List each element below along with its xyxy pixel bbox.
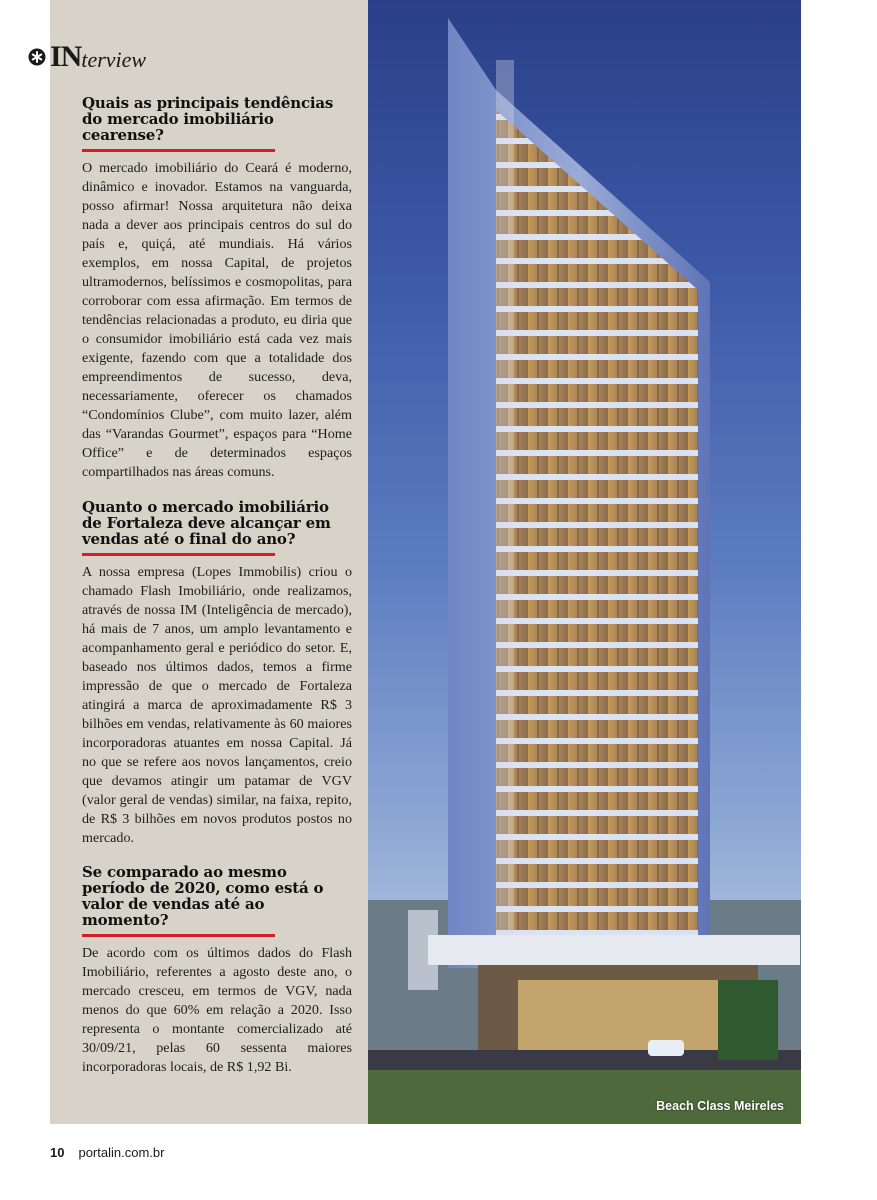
red-divider [82, 553, 275, 556]
site-url: portalin.com.br [78, 1145, 165, 1160]
qa-section-1 [82, 95, 352, 482]
qa-section-3 [82, 864, 352, 1077]
answer-text: De acordo com os últimos dados do Flash Imobiliário, referentes a agosto deste ano, o mercado cresceu, em termos de VGV, nada menos do que 60% em relação a 2020. Isso representa o montante comercializado até 30/09/21, pelas 60 sessenta maiores incorporadoras locais, de R$ 1,92 Bi. [82, 945, 352, 1075]
photo-caption: Beach Class Meireles [656, 1099, 784, 1113]
page-footer [50, 1145, 164, 1160]
section-header [28, 40, 146, 74]
question-heading: Se comparado ao mesmo período de 2020, como está o valor de vendas até ao momento? [82, 863, 324, 929]
red-divider [82, 934, 275, 937]
question-heading: Quais as principais tendências do mercado imobiliário cearense? [82, 94, 334, 144]
page-number: 10 [50, 1145, 65, 1160]
asterisk-star-icon [28, 48, 46, 66]
header-title-big: IN [50, 40, 82, 73]
qa-section-2 [82, 499, 352, 848]
answer-text: A nossa empresa (Lopes Immobilis) criou o chamado Flash Imobiliário, onde realizamos, através de nossa IM (Inteligência de mercado), há mais de 7 anos, um amplo levantamento e acompanhamento geral e periódico do setor. E, baseado nos últimos dados, temos a firme impressão de que o mercado de Fortaleza atingirá a marca de aproximadamente R$ 3 bilhões em vendas, relativamente às 60 maiores incorporadoras atuantes em nossa Capital. Já no que se refere aos novos lançamentos, creio que devamos atingir um patamar de VGV (valor geral de vendas) similar, na faixa, repito, de R$ 3 bilhões em novos produtos postos no mercado. [82, 564, 352, 846]
building-illustration [368, 0, 801, 1124]
header-title-small: terview [81, 47, 147, 72]
question-heading: Quanto o mercado imobiliário de Fortaleza deve alcançar em vendas até o final do ano? [82, 498, 331, 548]
red-divider [82, 149, 275, 152]
building-photo [368, 0, 801, 1124]
answer-text: O mercado imobiliário do Ceará é moderno, dinâmico e inovador. Estamos na vanguarda, posso afirmar! Nossa arquitetura não deixa nada a dever aos principais centros do sul do país e, quiçá, até mundiais. Há vários exemplos, em nossa Capital, de projetos ultramodernos, belíssimos e cosmopolitas, para corroborar com essa afirmação. Em termos de tendências relacionadas a produto, eu diria que o consumidor imobiliário está cada vez mais exigente, fazendo com que a totalidade dos empreendimentos de sucesso, deva, necessariamente, oferecer os chamados “Condomínios Clube”, com muito lazer, além das “Varandas Gourmet”, espaços para “Home Office” e de determinados espaços compartilhados nas áreas comuns. [82, 160, 352, 480]
